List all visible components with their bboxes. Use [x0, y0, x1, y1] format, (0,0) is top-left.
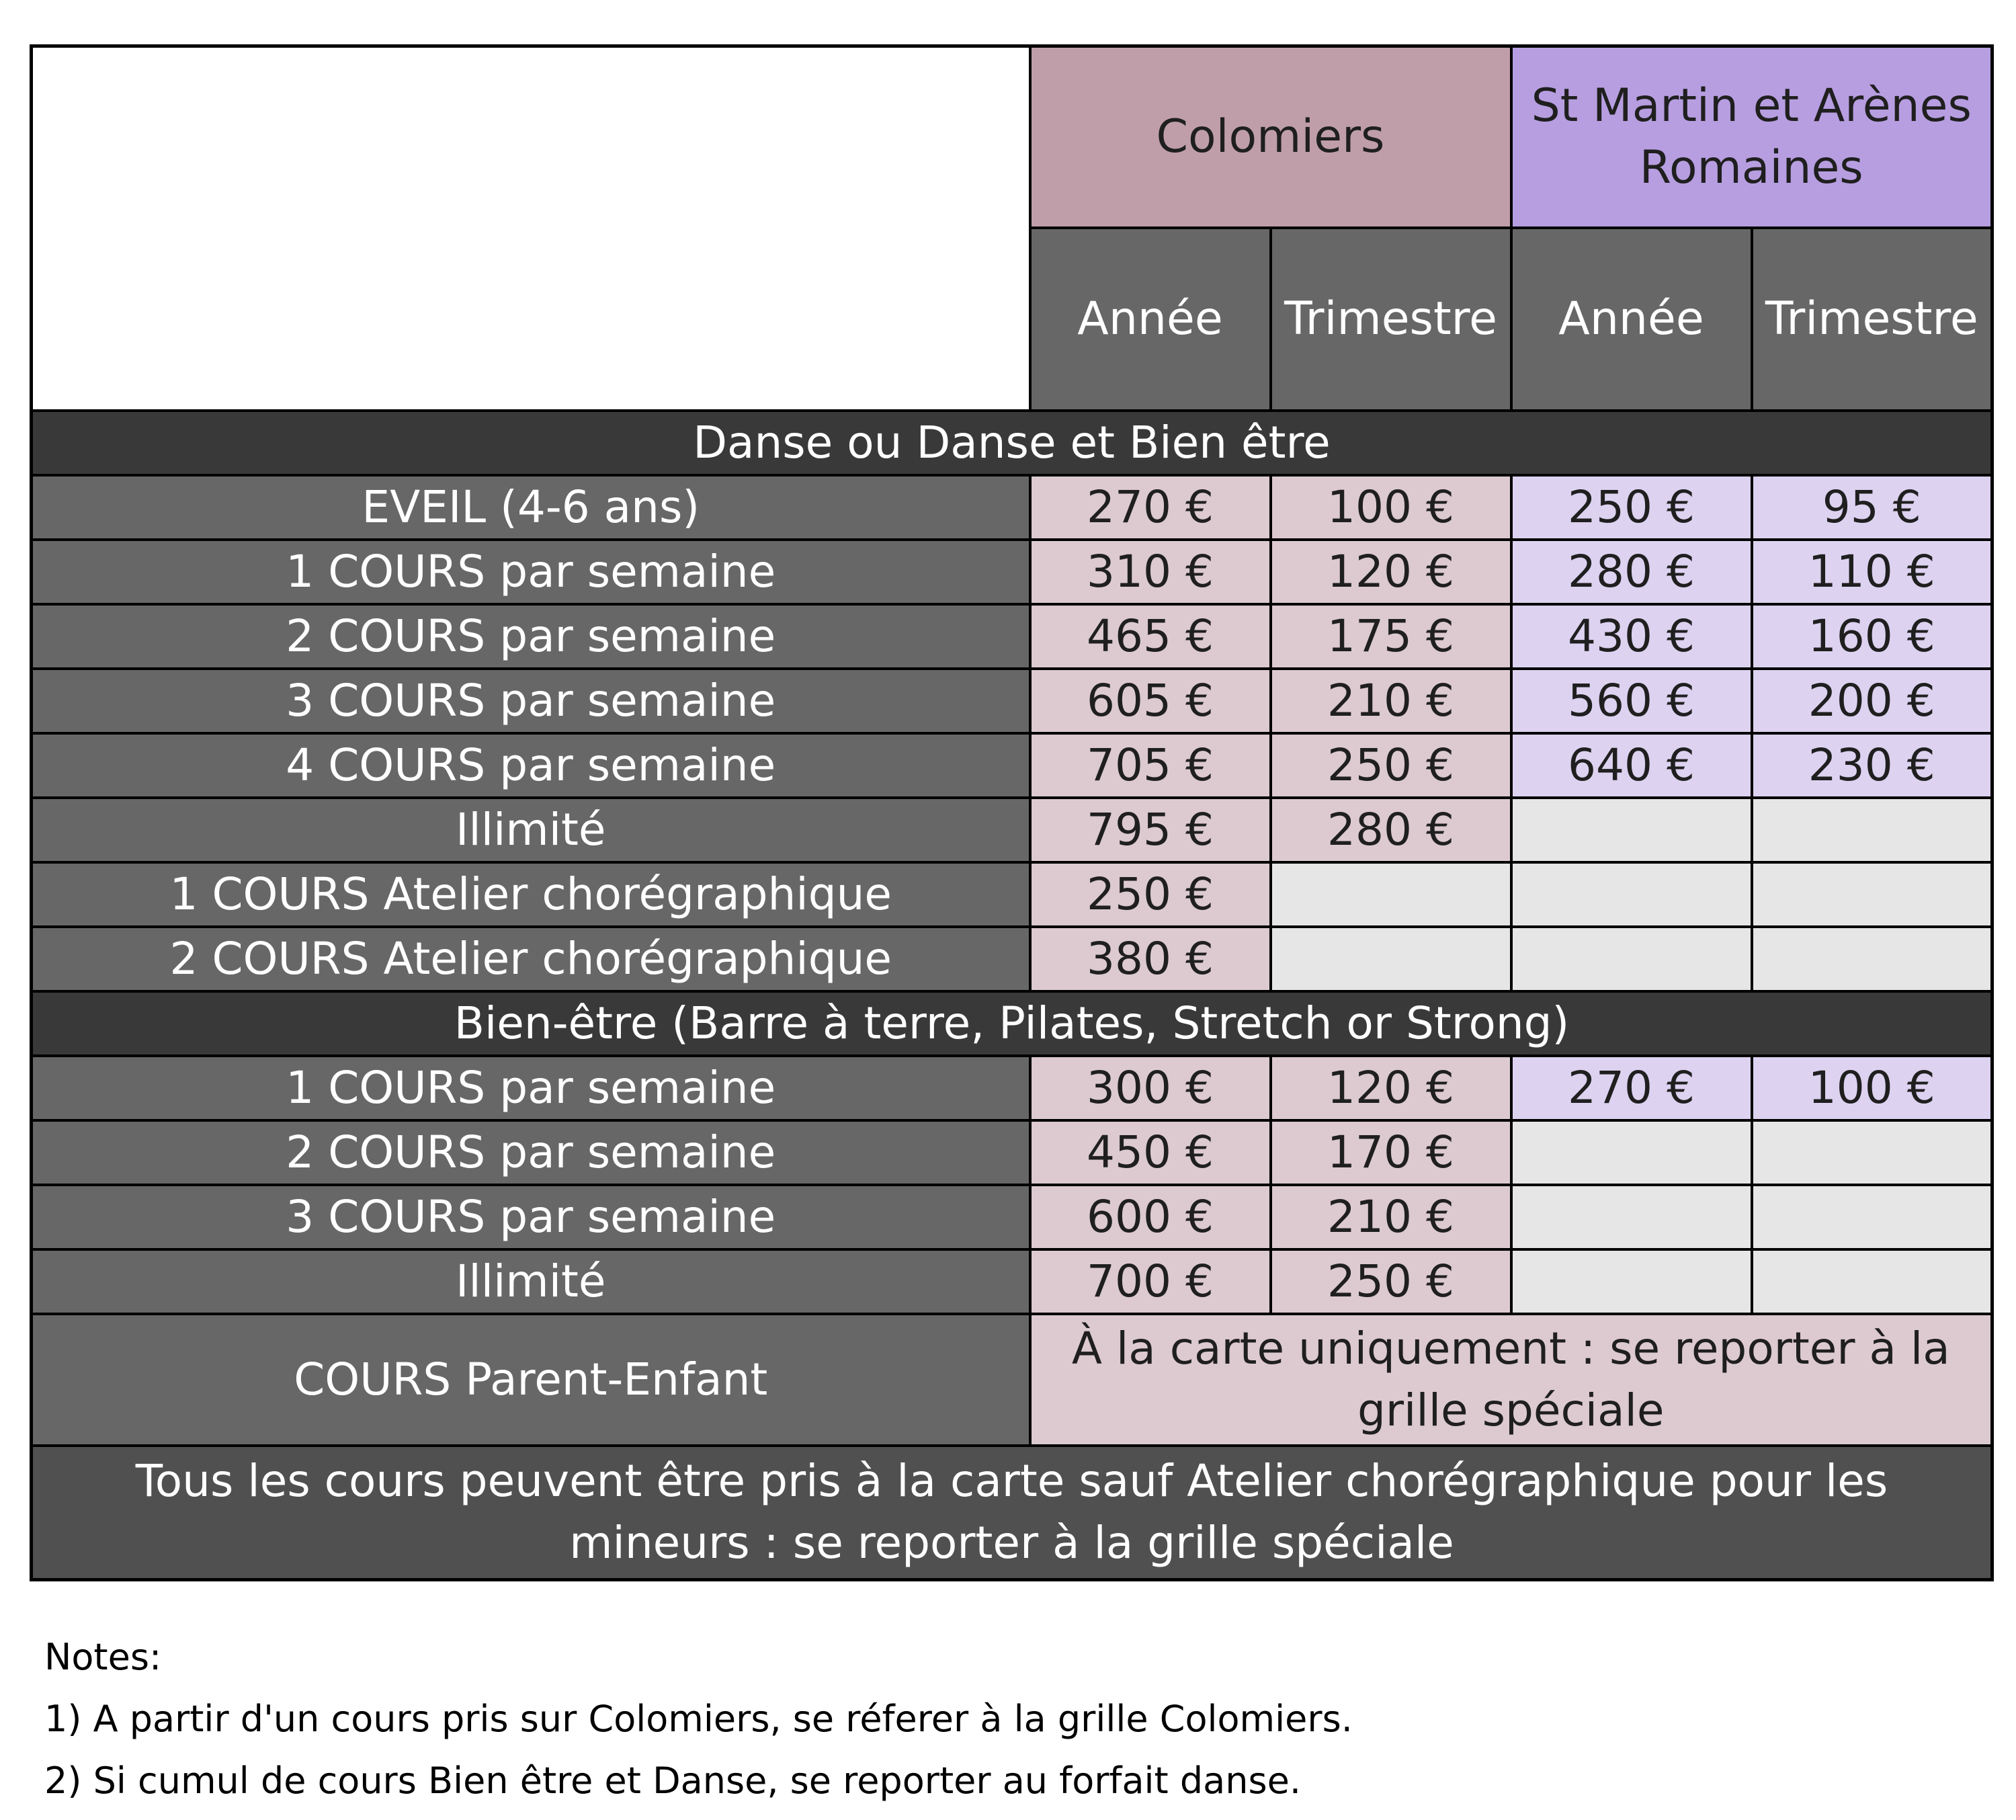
price-stmartin-annee: 640 €	[1511, 733, 1752, 798]
header-colomiers: Colomiers	[1030, 46, 1511, 228]
tarif-table	[30, 44, 1994, 1581]
price-stmartin-trimestre	[1752, 1120, 1992, 1185]
row-label: 1 COURS par semaine	[32, 1056, 1030, 1120]
price-colomiers-annee: 300 €	[1030, 1056, 1271, 1120]
table-row	[32, 927, 1992, 991]
price-stmartin-trimestre: 160 €	[1752, 604, 1992, 669]
table-row	[32, 475, 1992, 540]
section-row-danse	[32, 411, 1992, 475]
parent-enfant-row	[32, 1314, 1992, 1446]
table-row	[32, 540, 1992, 604]
price-stmartin-annee: 430 €	[1511, 604, 1752, 669]
row-label: 1 COURS Atelier chorégraphique	[32, 862, 1030, 927]
table-row	[32, 669, 1992, 733]
row-label: EVEIL (4-6 ans)	[32, 475, 1030, 540]
table-row	[32, 1056, 1992, 1120]
price-colomiers-trimestre: 170 €	[1271, 1120, 1511, 1185]
price-stmartin-trimestre	[1752, 1185, 1992, 1249]
price-colomiers-annee: 380 €	[1030, 927, 1271, 991]
price-stmartin-annee: 560 €	[1511, 669, 1752, 733]
section-title-danse: Danse ou Danse et Bien être	[32, 411, 1992, 475]
row-label: 2 COURS par semaine	[32, 604, 1030, 669]
header-colomiers-trimestre: Trimestre	[1271, 228, 1511, 411]
price-colomiers-trimestre: 175 €	[1271, 604, 1511, 669]
price-colomiers-trimestre	[1271, 862, 1511, 927]
price-colomiers-annee: 705 €	[1030, 733, 1271, 798]
notes-title: Notes:	[44, 1636, 162, 1678]
row-label: Illimité	[32, 798, 1030, 862]
price-stmartin-annee: 250 €	[1511, 475, 1752, 540]
price-stmartin-trimestre	[1752, 798, 1992, 862]
price-stmartin-trimestre	[1752, 927, 1992, 991]
price-stmartin-trimestre	[1752, 862, 1992, 927]
price-stmartin-trimestre: 110 €	[1752, 540, 1992, 604]
price-colomiers-trimestre: 120 €	[1271, 540, 1511, 604]
price-stmartin-trimestre: 95 €	[1752, 475, 1992, 540]
price-stmartin-annee	[1511, 1185, 1752, 1249]
price-colomiers-trimestre: 250 €	[1271, 1249, 1511, 1314]
price-stmartin-annee	[1511, 798, 1752, 862]
table-row	[32, 862, 1992, 927]
price-colomiers-annee: 270 €	[1030, 475, 1271, 540]
price-colomiers-annee: 465 €	[1030, 604, 1271, 669]
row-label: 2 COURS Atelier chorégraphique	[32, 927, 1030, 991]
price-stmartin-annee	[1511, 1249, 1752, 1314]
table-row	[32, 1120, 1992, 1185]
price-colomiers-trimestre: 280 €	[1271, 798, 1511, 862]
table-row	[32, 1185, 1992, 1249]
row-label: 2 COURS par semaine	[32, 1120, 1030, 1185]
note-item: 2) Si cumul de cours Bien être et Danse, se reporter au forfait danse.	[44, 1760, 1301, 1802]
price-stmartin-trimestre: 230 €	[1752, 733, 1992, 798]
price-colomiers-trimestre: 100 €	[1271, 475, 1511, 540]
price-colomiers-annee: 605 €	[1030, 669, 1271, 733]
price-stmartin-trimestre: 200 €	[1752, 669, 1992, 733]
table-row	[32, 733, 1992, 798]
price-colomiers-annee: 250 €	[1030, 862, 1271, 927]
notes	[44, 1626, 1353, 1812]
price-colomiers-annee: 450 €	[1030, 1120, 1271, 1185]
note-item: 1) A partir d'un cours pris sur Colomiers, se réferer à la grille Colomiers.	[44, 1698, 1353, 1740]
price-colomiers-trimestre: 250 €	[1271, 733, 1511, 798]
price-stmartin-annee: 280 €	[1511, 540, 1752, 604]
parent-enfant-label: COURS Parent-Enfant	[32, 1314, 1030, 1446]
price-colomiers-trimestre: 210 €	[1271, 669, 1511, 733]
price-stmartin-annee	[1511, 862, 1752, 927]
blank-corner	[32, 46, 1030, 411]
header-colomiers-annee: Année	[1030, 228, 1271, 411]
price-stmartin-annee	[1511, 1120, 1752, 1185]
price-colomiers-annee: 310 €	[1030, 540, 1271, 604]
header-stmartin-trimestre: Trimestre	[1752, 228, 1992, 411]
row-label: Illimité	[32, 1249, 1030, 1314]
price-stmartin-annee: 270 €	[1511, 1056, 1752, 1120]
section-title-bienetre: Bien-être (Barre à terre, Pilates, Stretch or Strong)	[32, 991, 1992, 1056]
table-row	[32, 1249, 1992, 1314]
row-label: 3 COURS par semaine	[32, 1185, 1030, 1249]
price-stmartin-trimestre: 100 €	[1752, 1056, 1992, 1120]
header-stmartin: St Martin et Arènes Romaines	[1511, 46, 1992, 228]
price-colomiers-trimestre: 210 €	[1271, 1185, 1511, 1249]
price-colomiers-annee: 700 €	[1030, 1249, 1271, 1314]
price-colomiers-trimestre: 120 €	[1271, 1056, 1511, 1120]
price-stmartin-annee	[1511, 927, 1752, 991]
row-label: 4 COURS par semaine	[32, 733, 1030, 798]
price-stmartin-trimestre	[1752, 1249, 1992, 1314]
section-row-bienetre	[32, 991, 1992, 1056]
location-header-row	[32, 46, 1992, 228]
table-row	[32, 604, 1992, 669]
row-label: 3 COURS par semaine	[32, 669, 1030, 733]
table-row	[32, 798, 1992, 862]
header-stmartin-annee: Année	[1511, 228, 1752, 411]
row-label: 1 COURS par semaine	[32, 540, 1030, 604]
price-colomiers-trimestre	[1271, 927, 1511, 991]
footer-note: Tous les cours peuvent être pris à la carte sauf Atelier chorégraphique pour les mineurs : se reporter à la grille spéciale	[32, 1446, 1992, 1580]
footer-row	[32, 1446, 1992, 1580]
price-colomiers-annee: 795 €	[1030, 798, 1271, 862]
price-colomiers-annee: 600 €	[1030, 1185, 1271, 1249]
parent-enfant-note: À la carte uniquement : se reporter à la grille spéciale	[1030, 1314, 1992, 1446]
